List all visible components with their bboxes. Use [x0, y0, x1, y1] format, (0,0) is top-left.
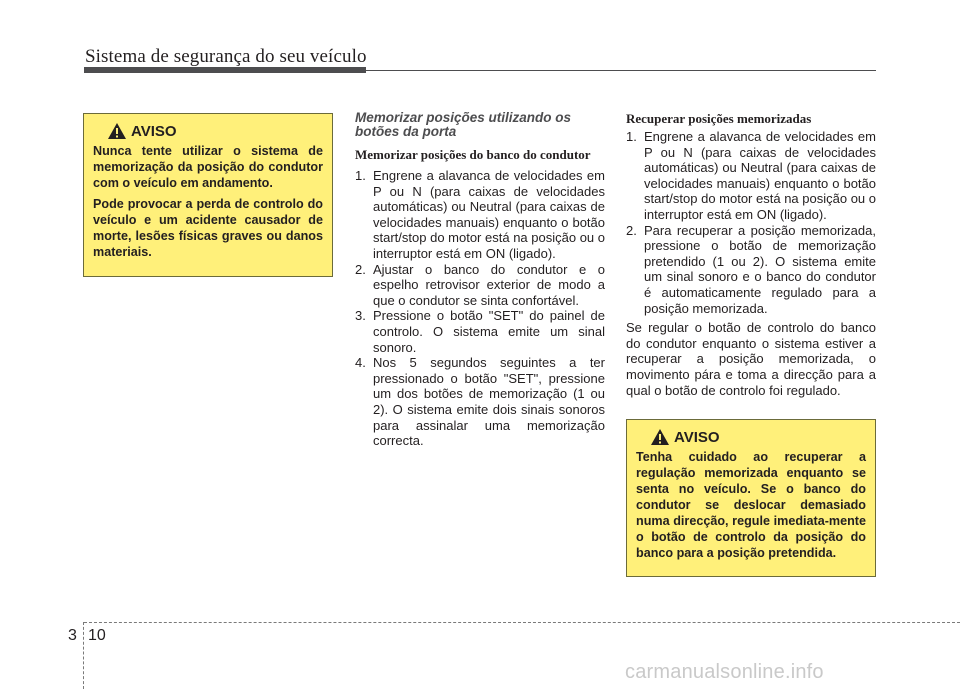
section-subtitle: Memorizar posições do banco do condutor	[355, 147, 591, 162]
step-text: Nos 5 segundos seguintes a ter pressionado o botão "SET", pressione um dos botões de memorização (1 ou 2). O sistema emite dois sinais sonoros para assinalar uma memorização correcta.	[373, 355, 605, 449]
warning-box-left	[83, 113, 333, 277]
step-number: 1.	[355, 168, 366, 183]
list-item	[355, 355, 605, 449]
memorize-steps-list	[355, 168, 605, 449]
step-text: Engrene a alavanca de velocidades em P ou N (para caixas de velocidades automáticas) ou Neutral (para caixas de velocidades manuais) enquanto o botão start/stop do motor está na posição ou o interruptor está em ON (ligado).	[644, 129, 876, 222]
step-number: 1.	[626, 129, 637, 144]
recall-steps-list	[626, 129, 876, 316]
list-item	[626, 129, 876, 223]
page-number: 10	[88, 627, 106, 644]
step-number: 3.	[355, 308, 366, 324]
list-item	[355, 168, 605, 262]
recall-subtitle: Recuperar posições memorizadas	[626, 111, 812, 126]
warning-header	[650, 428, 866, 446]
step-text: Pressione o botão "SET" do painel de controlo. O sistema emite um sinal sonoro.	[373, 308, 605, 355]
step-text: Ajustar o banco do condutor e o espelho retrovisor exterior de modo a que o condutor se sinta confortável.	[373, 261, 605, 308]
warning-box-right	[626, 419, 876, 577]
section-title: Memorizar posições utilizando os botões da porta	[355, 110, 572, 139]
step-number: 2.	[355, 261, 366, 277]
warning-triangle-icon	[107, 122, 127, 140]
warning-paragraph: Tenha cuidado ao recuperar a regulação memorizada enquanto se senta no veículo. Se o banco do condutor se deslocar demasiado numa direcção, regule imediata-mente o botão de controlo da posição do banco para a posição pretendida.	[636, 450, 866, 560]
step-text: Engrene a alavanca de velocidades em P ou N (para caixas de velocidades automáticas) ou Neutral (para caixas de velocidades manuais) enquanto o botão start/stop do motor está na posição ou o interruptor está em ON (ligado).	[373, 168, 605, 261]
watermark: carmanualsonline.info	[625, 661, 824, 683]
step-number: 4.	[355, 355, 366, 371]
warning-title: AVISO	[131, 122, 177, 140]
footer-rule-vertical	[83, 622, 85, 689]
list-item	[355, 262, 605, 309]
page-header-title: Sistema de segurança do seu veículo	[85, 46, 367, 67]
list-item	[626, 223, 876, 317]
warning-paragraph: Nunca tente utilizar o sistema de memorização da posição do condutor com o veículo em andamento.	[93, 144, 323, 190]
footer-rule	[84, 622, 960, 624]
step-text: Para recuperar a posição memorizada, pressione o botão de memorização pretendido (1 ou 2). O sistema emite um sinal sonoro e o banco do condutor é automaticamente regulado para a posição memorizada.	[644, 222, 876, 316]
warning-header	[107, 122, 323, 140]
warning-triangle-icon	[650, 428, 670, 446]
warning-paragraph: Pode provocar a perda de controlo do veículo e um acidente causador de morte, lesões físicas graves ou danos materiais.	[93, 197, 323, 259]
chapter-number: 3	[68, 627, 77, 644]
column-recall	[626, 111, 876, 398]
step-number: 2.	[626, 222, 637, 238]
header-rule-thin	[366, 70, 876, 71]
warning-title: AVISO	[674, 428, 720, 446]
header-rule-thick	[84, 67, 366, 73]
column-memorize	[355, 111, 605, 449]
recall-note: Se regular o botão de controlo do banco do condutor enquanto o sistema estiver a recuperar a posição memorizada, o movimento pára e toma a direcção para a qual o botão de controlo foi regulado.	[626, 320, 876, 398]
list-item	[355, 308, 605, 355]
